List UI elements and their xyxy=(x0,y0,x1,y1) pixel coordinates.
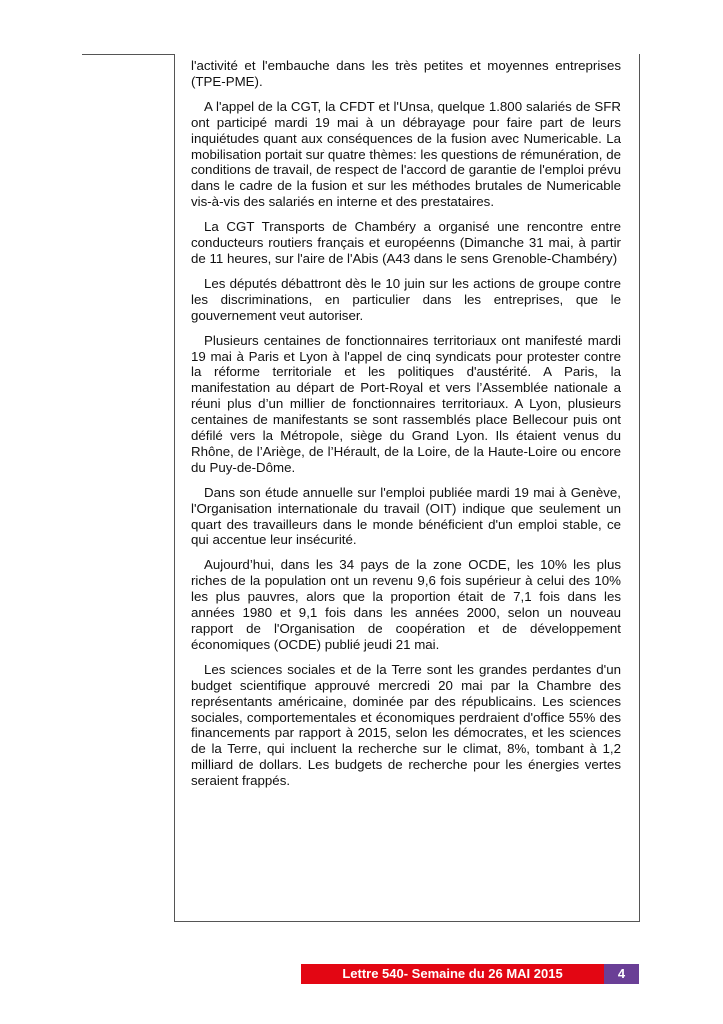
paragraph-sciences: Les sciences sociales et de la Terre sont les grandes perdantes d'un budget scientifique approuvé mercredi 20 mai par la Chambre des représentants américaine, dominée par des républicains. Les sciences sociales, comportementales et économiques perdraient d'office 55% des financements par rapport à 2015, selon les démocrates, et les sciences de la Terre, qui incluent la recherche sur le climat, 8%, tombant à 1,2 milliard de dollars. Les budgets de recherche pour les énergies vertes seraient frappés. xyxy=(191,661,621,789)
paragraph-deputes: Les députés débattront dès le 10 juin sur les actions de groupe contre les discriminations, en particulier dans les entreprises, que le gouvernement veut autoriser. xyxy=(191,275,621,323)
paragraph-cgt-chambery: La CGT Transports de Chambéry a organisé une rencontre entre conducteurs routiers français et européenns (Dimanche 31 mai, à partir de 11 heures, sur l'aire de l'Abis (A43 dans le sens Grenoble-Chambéry) xyxy=(191,219,621,266)
article-frame xyxy=(174,54,640,922)
header-rule xyxy=(82,54,174,55)
page-number: 4 xyxy=(604,964,639,984)
page-footer xyxy=(301,964,639,984)
paragraph-ocde: Aujourd’hui, dans les 34 pays de la zone OCDE, les 10% les plus riches de la population ont un revenu 9,6 fois supérieur à celui des 10% les plus pauvres, alors que la proportion était de 7,1 fois dans les années 1980 et 9,1 fois dans les années 2000, selon un nouveau rapport de l'Organisation de coopération et de développement économiques (OCDE) publié jeudi 21 mai. xyxy=(191,557,621,652)
footer-label: Lettre 540- Semaine du 26 MAI 2015 xyxy=(301,964,604,984)
paragraph-oit: Dans son étude annuelle sur l'emploi publiée mardi 19 mai à Genève, l'Organisation internationale du travail (OIT) indique que seulement un quart des travailleurs dans le monde bénéficient d'un emploi stable, ce qui accentue leur insécurité. xyxy=(191,484,621,548)
paragraph-fonctionnaires: Plusieurs centaines de fonctionnaires territoriaux ont manifesté mardi 19 mai à Paris et Lyon à l'appel de cinq syndicats pour protester contre la réforme territoriale et les politiques d'austérité. A Paris, la manifestation au départ de Port-Royal et vers l’Assemblée nationale a réuni plus d’un millier de fonctionnaires territoriaux. A Lyon, plusieurs centaines de manifestants se sont rassemblés place Bellecour puis ont défilé vers la Métropole, siège du Grand Lyon. Ils étaient venus du Rhône, de l’Ariège, de l’Hérault, de la Loire, de la Haute-Loire ou encore du Puy-de-Dôme. xyxy=(191,332,621,475)
paragraph-tpe-pme: l'activité et l'embauche dans les très petites et moyennes entreprises (TPE-PME). xyxy=(191,58,621,89)
paragraph-sfr: A l'appel de la CGT, la CFDT et l'Unsa, quelque 1.800 salariés de SFR ont participé mardi 19 mai à un débrayage pour faire part de leurs inquiétudes quant aux conséquences de la fusion avec Numericable. La mobilisation portait sur quatre thèmes: les questions de rémunération, de conditions de travail, de respect de l'accord de garantie de l'emploi prévu dans le cadre de la fusion et sur les méthodes brutales de Numericable vis-à-vis des salariés en interne et des prestataires. xyxy=(191,98,621,210)
